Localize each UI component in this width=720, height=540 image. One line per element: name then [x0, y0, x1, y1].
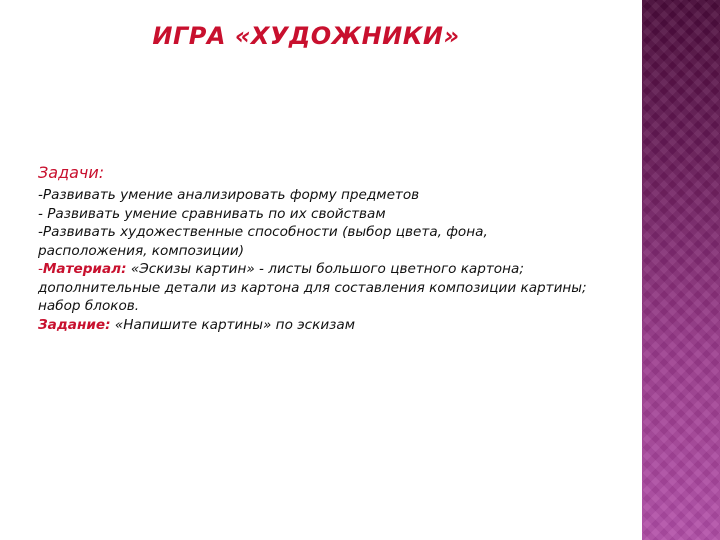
- material-label: Материал:: [42, 261, 127, 277]
- material-dash: -: [38, 261, 43, 277]
- slide-title: ИГРА «ХУДОЖНИКИ»: [152, 22, 460, 50]
- slide-body: [38, 160, 598, 334]
- assignment-line: [38, 316, 598, 335]
- assignment-text: «Напишите картины» по эскизам: [110, 316, 355, 333]
- material-line: [38, 260, 598, 316]
- tasks-heading: Задачи:: [38, 163, 105, 182]
- material-text: «Эскизы картин» - листы большого цветного картона; дополнительные детали из картона для составления композиции картины; набор блоков.: [38, 261, 587, 314]
- task-line-1: -Развивать умение анализировать форму предметов: [38, 187, 420, 203]
- task-line-3: -Развивать художественные способности (выбор цвета, фона, расположения, композиции): [38, 224, 488, 259]
- decorative-sidebar: [642, 0, 720, 540]
- task-line-2: - Развивать умение сравнивать по их свойствам: [38, 205, 386, 222]
- assignment-label: Задание:: [38, 316, 111, 333]
